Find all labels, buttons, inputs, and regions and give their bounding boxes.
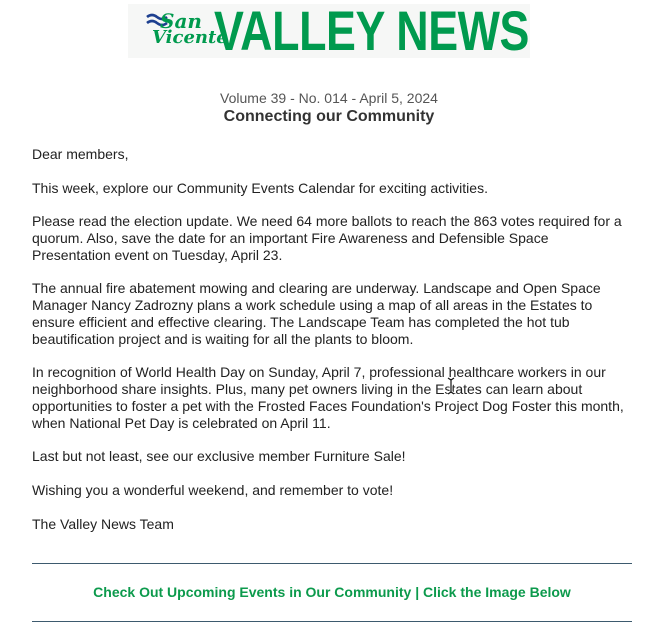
letter-paragraph: Please read the election update. We need 64 more ballots to reach the 863 votes required for a quorum. Also, save the date for an important Fire Awareness and Defensible Space Presentation event on Tuesday, April 23. xyxy=(32,213,622,263)
letter-paragraph: Last but not least, see our exclusive member Furniture Sale! xyxy=(32,448,406,465)
letter-paragraph: In recognition of World Health Day on Sunday, April 7, professional healthcare workers in our neighborhood share insights. Plus, many pet owners living in the Estates can learn about opportunities to foster a pet with the Frosted Faces Foundation's Project Dog Foster this month, when National Pet Day is celebrated on April 11. xyxy=(32,364,624,431)
logo-vicente-text: Vicente xyxy=(152,27,228,48)
letter-signature: The Valley News Team xyxy=(32,515,174,532)
divider xyxy=(32,563,632,564)
logo-san-text: San xyxy=(160,9,202,33)
letter-greeting: Dear members, xyxy=(32,146,129,162)
upcoming-events-link[interactable]: Check Out Upcoming Events in Our Community | Click the Image Below xyxy=(93,584,571,600)
masthead-title: VALLEY NEWS xyxy=(214,0,530,62)
text-cursor-icon xyxy=(446,377,456,395)
letter-paragraph: The annual fire abatement mowing and clearing are underway. Landscape and Open Space Manager Nancy Zadrozny plans a work schedule using a map of all areas in the Estates to ensure efficient and effective clearing. The Landscape Team has completed the hot tub beautification project and is waiting for all the plants to bloom. xyxy=(32,280,601,347)
newsletter-headline: Connecting our Community xyxy=(223,108,435,125)
letter-body xyxy=(32,146,630,549)
divider xyxy=(32,621,632,622)
letter-paragraph: Wishing you a wonderful weekend, and remember to vote! xyxy=(32,481,394,498)
san-vicente-logo xyxy=(146,9,228,54)
masthead-banner[interactable] xyxy=(128,0,530,62)
issue-info: Volume 39 - No. 014 - April 5, 2024 xyxy=(220,90,438,106)
letter-paragraph: This week, explore our Community Events Calendar for exciting activities. xyxy=(32,179,488,196)
